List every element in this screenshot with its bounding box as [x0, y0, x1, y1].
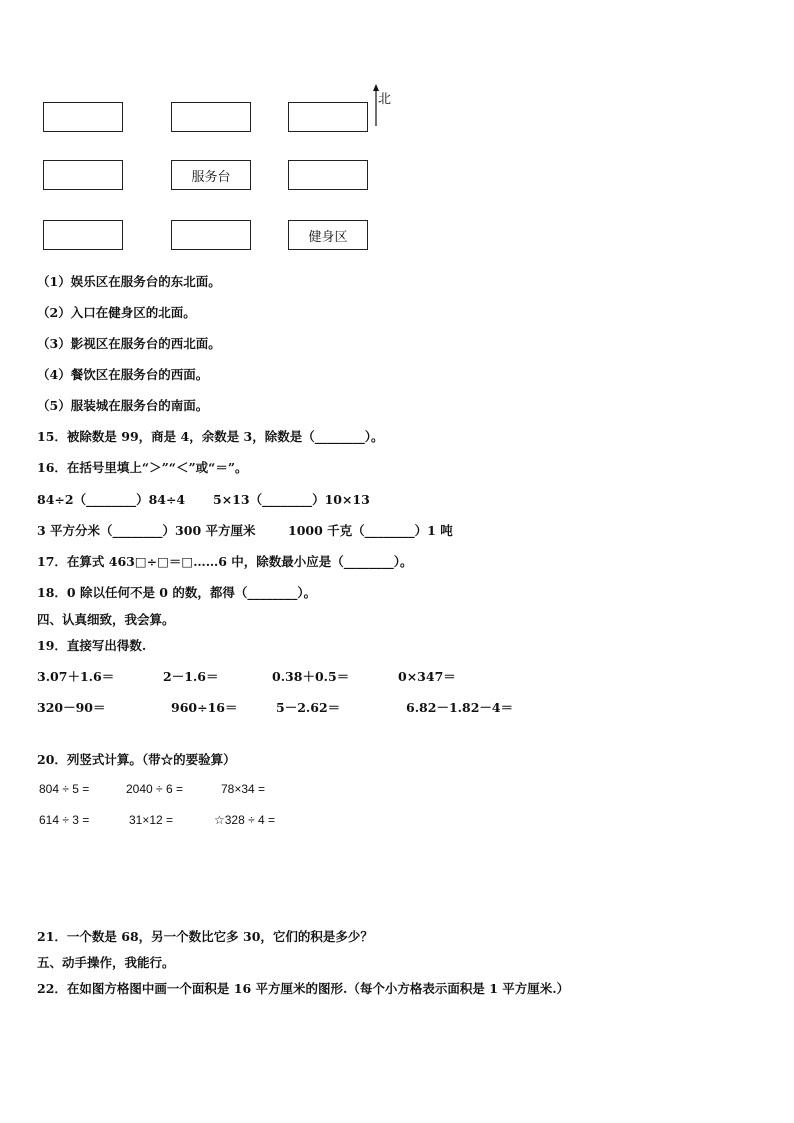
q16-item-3: 3 平方分米（________）300 平方厘米 [37, 523, 256, 538]
question-15: 15．被除数是 99，商是 4，余数是 3，除数是（________）。 [37, 429, 384, 444]
q20-item-starred: ☆328 ÷ 4 = [214, 813, 276, 827]
q16-item-4: 1000 千克（________）1 吨 [288, 523, 453, 538]
north-label: 北 [378, 92, 392, 107]
statement-4: （4）餐饮区在服务台的西面。 [37, 367, 209, 382]
statement-1: （1）娱乐区在服务台的东北面。 [37, 274, 221, 289]
map-box-8 [171, 220, 251, 250]
map-box-2 [171, 102, 251, 132]
statement-5: （5）服装城在服务台的南面。 [37, 398, 209, 413]
statement-3: （3）影视区在服务台的西北面。 [37, 336, 221, 351]
q19-item: 2－1.6＝ [163, 669, 219, 684]
q20-item: 78×34 = [221, 782, 266, 796]
question-16: 16．在括号里填上“＞”“＜”或“＝”。 [37, 460, 248, 475]
map-box-gym: 健身区 [288, 220, 368, 250]
q19-item: 3.07＋1.6＝ [37, 669, 115, 684]
q19-item: 6.82－1.82－4＝ [406, 700, 514, 715]
map-box-service-desk: 服务台 [171, 160, 251, 190]
section-5-heading: 五、动手操作，我能行。 [37, 955, 175, 970]
map-box-3 [288, 102, 368, 132]
q19-item: 5－2.62＝ [276, 700, 341, 715]
q16-item-1: 84÷2（________）84÷4 [37, 492, 186, 507]
statement-2: （2）入口在健身区的北面。 [37, 305, 196, 320]
map-box-6 [288, 160, 368, 190]
question-17: 17．在算式 463□÷□＝□……6 中，除数最小应是（________）。 [37, 554, 413, 569]
q20-item: 2040 ÷ 6 = [126, 782, 183, 796]
question-18: 18．0 除以任何不是 0 的数，都得（________）。 [37, 585, 317, 600]
q16-item-2: 5×13（________）10×13 [213, 492, 370, 507]
q20-item: 804 ÷ 5 = [39, 782, 90, 796]
question-19: 19．直接写出得数. [37, 638, 147, 653]
q20-item: 31×12 = [129, 813, 174, 827]
map-box-4 [43, 160, 123, 190]
q19-item: 0.38＋0.5＝ [272, 669, 350, 684]
section-4-heading: 四、认真细致，我会算。 [37, 612, 175, 627]
q20-item: 614 ÷ 3 = [39, 813, 90, 827]
north-arrow [370, 84, 400, 128]
question-22: 22．在如图方格图中画一个面积是 16 平方厘米的图形.（每个小方格表示面积是 1 平方厘米.） [37, 981, 570, 996]
question-20: 20．列竖式计算。（带☆的要验算） [37, 752, 236, 767]
q19-item: 320－90＝ [37, 700, 106, 715]
map-box-1 [43, 102, 123, 132]
question-21: 21．一个数是 68，另一个数比它多 30，它们的积是多少？ [37, 929, 373, 944]
q19-item: 960÷16＝ [171, 700, 238, 715]
q19-item: 0×347＝ [398, 669, 456, 684]
map-box-7 [43, 220, 123, 250]
